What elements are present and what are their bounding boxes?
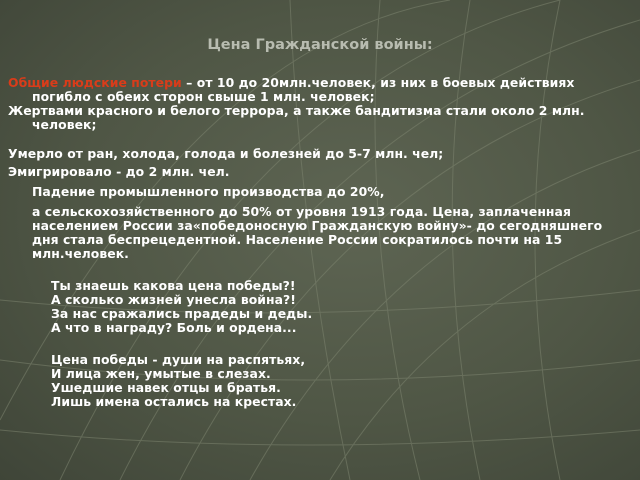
- poem-stanza-2: [8, 353, 630, 409]
- poem-line: Ушедшие навек отцы и братья.: [51, 380, 281, 395]
- poem-line: А что в награду? Боль и ордена...: [51, 320, 297, 335]
- poem-line: И лица жен, умытые в слезах.: [51, 366, 271, 381]
- highlight-total-losses: Общие людские потери: [8, 75, 182, 90]
- slide-body: [8, 76, 630, 409]
- paragraph-losses: [8, 76, 630, 104]
- poem-line: Ты знаешь какова цена победы?!: [51, 278, 296, 293]
- poem-line: Цена победы - души на распятьях,: [51, 352, 306, 367]
- paragraph-terror: Жертвами красного и белого террора, а также бандитизма стали около 2 млн. человек;: [8, 103, 585, 132]
- paragraph-emigrated: Эмигрировало - до 2 млн. чел.: [8, 164, 230, 179]
- poem-line: За нас сражались прадеды и деды.: [51, 306, 313, 321]
- poem-line: Лишь имена остались на крестах.: [51, 394, 297, 409]
- paragraph-died: Умерло от ран, холода, голода и болезней до 5-7 млн. чел;: [8, 146, 444, 161]
- slide-title: Цена Гражданской войны:: [207, 37, 433, 53]
- poem-line: А сколько жизней унесла война?!: [51, 292, 296, 307]
- paragraph-agriculture: а сельскохозяйственного до 50% от уровня 1913 года. Цена, заплаченная населением России за«победоносную Гражданскую войну»- до сегодняшнего дня стала беспрецедентной. Население России сократилось почти на 15 млн.человек.: [32, 204, 603, 261]
- losses-text: – от 10 до 20млн.человек, из них в боевых действиях погибло с обеих сторон свыше 1 млн. человек;: [32, 75, 575, 104]
- paragraph-industry: Падение промышленного производства до 20%,: [32, 184, 385, 199]
- poem-stanza-1: [8, 279, 630, 335]
